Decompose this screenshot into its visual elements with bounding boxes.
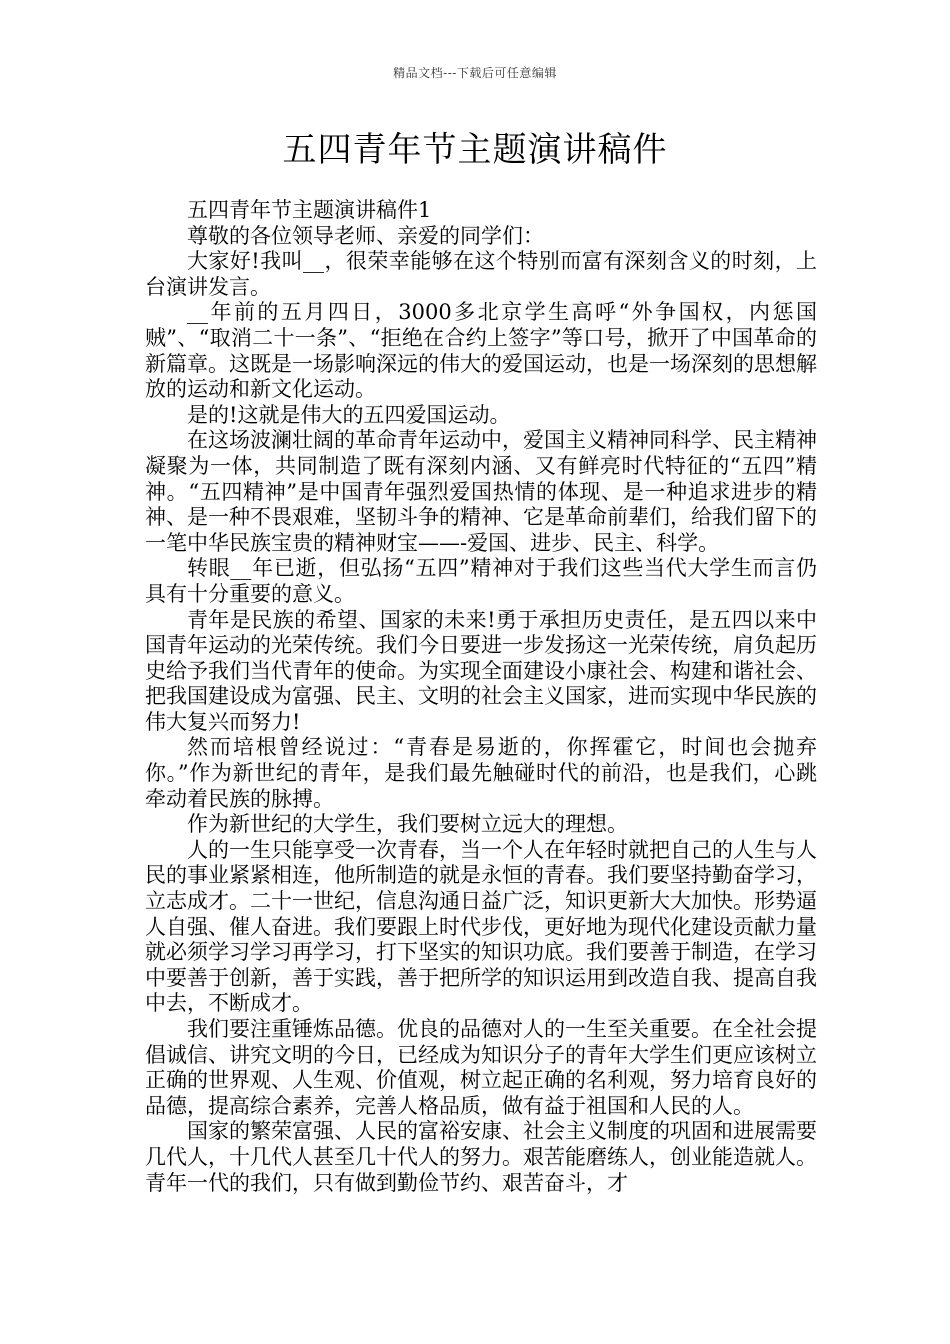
body-paragraph: 人的一生只能享受一次青春，当一个人在年轻时就把自己的人生与人民的事业紧紧相连，他所制造的就是永恒的青春。我们要坚持勤奋学习，立志成才。二十一世纪，信息沟通日益广泛，知识更新大大加快。形势逼人自强、催人奋进。我们要跟上时代步伐，更好地为现代化建设贡献力量就必须学习学习再学习，打下坚实的知识功底。我们要善于制造，在学习中要善于创新，善于实践，善于把所学的知识运用到改造自我、提高自我中去，不断成才。 bbox=[145, 837, 817, 1016]
document-title: 五四青年节主题演讲稿件 bbox=[282, 130, 668, 170]
body-paragraph: 是的!这就是伟大的五四爱国运动。 bbox=[187, 402, 511, 427]
body-paragraph: 作为新世纪的大学生，我们要树立远大的理想。 bbox=[187, 812, 628, 837]
body-paragraph: 我们要注重锤炼品德。优良的品德对人的一生至关重要。在全社会提倡诚信、讲究文明的今日，已经成为知识分子的青年大学生们更应该树立正确的世界观、人生观、价值观，树立起正确的名利观，努力培育良好的品德，提高综合素养，完善人格品质，做有益于祖国和人民的人。 bbox=[145, 1017, 817, 1118]
body-paragraph: __年前的五月四日，3000多北京学生高呼“外争国权，内惩国贼”、“取消二十一条”、“拒绝在合约上签字”等口号，掀开了中国革命的新篇章。这既是一场影响深远的伟大的爱国运动，也是一场深刻的思想解放的运动和新文化运动。 bbox=[145, 300, 817, 402]
body-paragraph: 青年是民族的希望、国家的未来!勇于承担历史责任，是五四以来中国青年运动的光荣传统。我们今日要进一步发扬这一光荣传统，肩负起历史给予我们当代青年的使命。为实现全面建设小康社会、构建和谐社会、把我国建设成为富强、民主、文明的社会主义国家，进而实现中华民族的伟大复兴而努力! bbox=[145, 607, 817, 734]
body-paragraph: 大家好!我叫__，很荣幸能够在这个特别而富有深刻含义的时刻，上台演讲发言。 bbox=[145, 249, 817, 299]
salutation-paragraph: 尊敬的各位领导老师、亲爱的同学们： bbox=[187, 223, 544, 248]
body-paragraph: 在这场波澜壮阔的革命青年运动中，爱国主义精神同科学、民主精神凝聚为一体，共同制造了既有深刻内涵、又有鲜亮时代特征的“五四”精神。“五四精神”是中国青年强烈爱国热情的体现、是一种追求进步的精神、是一种不畏艰难，坚韧斗争的精神、它是革命前辈们，给我们留下的一笔中华民族宝贵的精神财宝——-爱国、进步、民主、科学。 bbox=[145, 428, 817, 555]
body-paragraph: 然而培根曾经说过：“青春是易逝的，你挥霍它，时间也会抛弃你。”作为新世纪的青年，是我们最先触碰时代的前沿，也是我们，心跳牵动着民族的脉搏。 bbox=[145, 735, 817, 811]
page-header: 精品文档---下载后可任意编辑 bbox=[393, 66, 557, 80]
body-paragraph: 国家的繁荣富强、人民的富裕安康、社会主义制度的巩固和进展需要几代人，十几代人甚至几十代人的努力。艰苦能磨练人，创业能造就人。青年一代的我们，只有做到勤俭节约、艰苦奋斗，才 bbox=[145, 1119, 817, 1195]
document-body bbox=[145, 198, 817, 1196]
subtitle-paragraph: 五四青年节主题演讲稿件1 bbox=[187, 198, 432, 222]
body-paragraph: 转眼__年已逝，但弘扬“五四”精神对于我们这些当代大学生而言仍具有十分重要的意义。 bbox=[145, 556, 817, 606]
